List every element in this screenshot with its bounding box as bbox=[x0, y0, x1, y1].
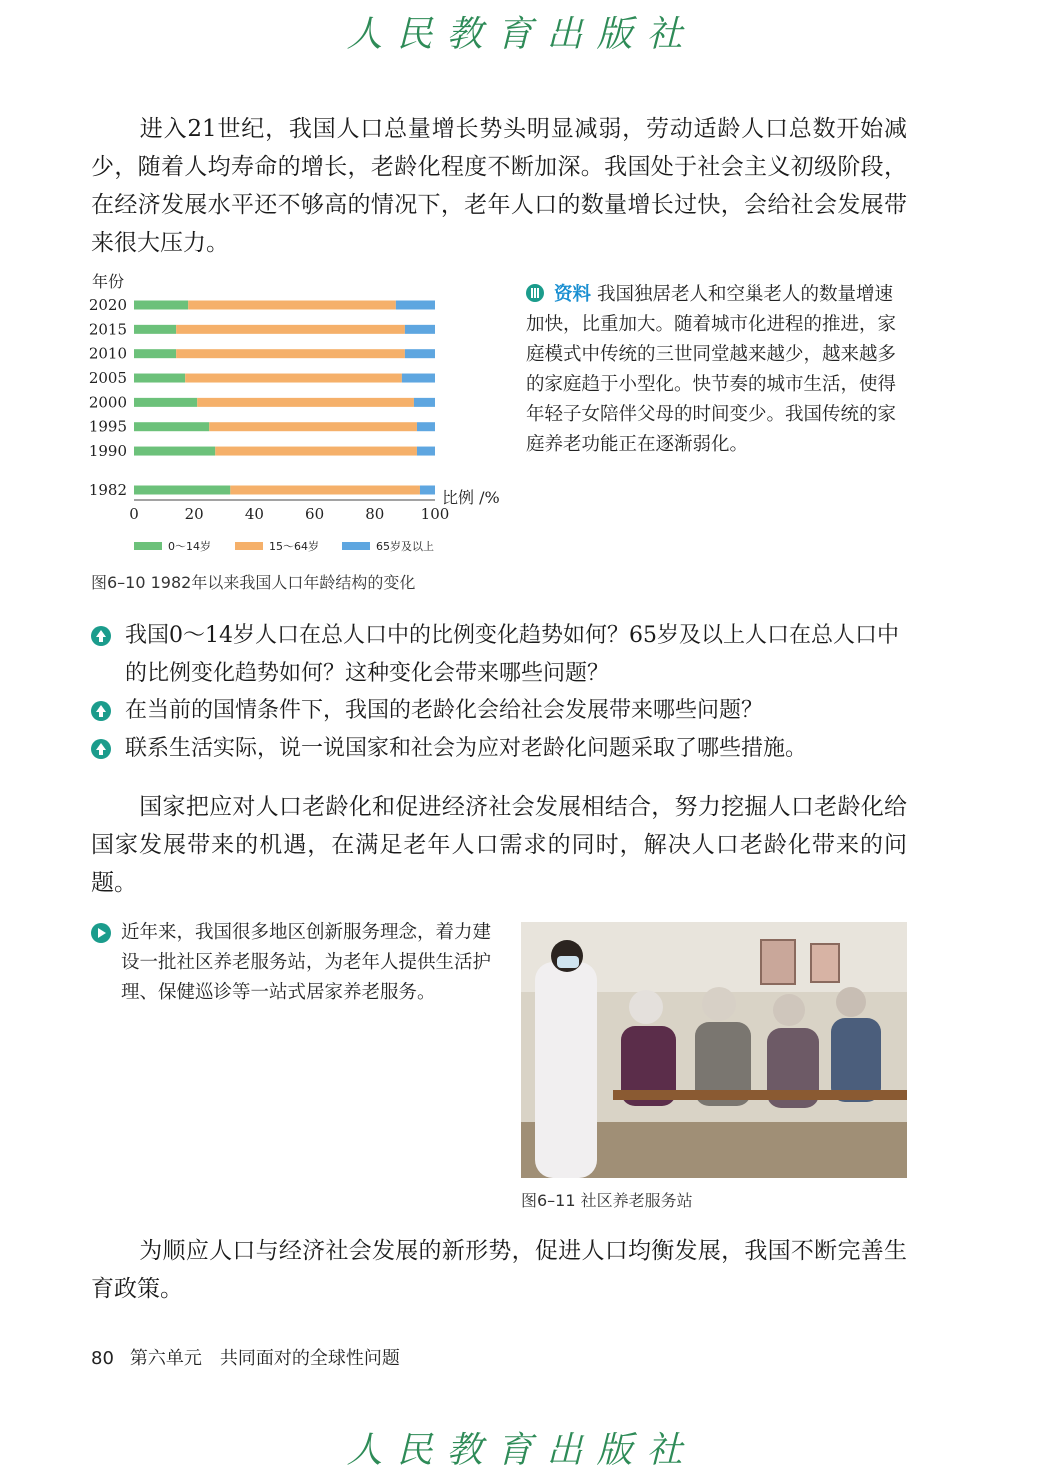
bar-segment bbox=[134, 349, 176, 358]
question-arrow-icon bbox=[91, 701, 111, 721]
bar-segment bbox=[176, 349, 405, 358]
bar-segment bbox=[414, 398, 435, 407]
bar-segment bbox=[230, 486, 420, 495]
question-arrow-icon bbox=[91, 739, 111, 759]
bar-segment bbox=[188, 301, 396, 310]
bar-segment bbox=[417, 422, 435, 431]
y-tick-label: 2020 bbox=[88, 296, 127, 314]
bar-segment bbox=[134, 374, 185, 383]
paragraph-fertility-policy bbox=[91, 1232, 907, 1308]
bar-segment bbox=[209, 422, 417, 431]
resource-text: 我国独居老人和空巢老人的数量增速加快，比重加大。随着城市化进程的推进，家庭模式中传统的三世同堂越来越少，越来越多的家庭趋于小型化。快节奏的城市生活，使得年轻子女陪伴父母的时间变少。我国传统的家庭养老功能正在逐渐弱化。 bbox=[526, 284, 897, 455]
x-tick-label: 40 bbox=[244, 505, 264, 523]
legend-label: 15～64岁 bbox=[269, 540, 319, 553]
paragraph-text: 国家把应对人口老龄化和促进经济社会发展相结合，努力挖掘人口老龄化给国家发展带来的机遇，在满足老年人口需求的同时，解决人口老龄化带来的问题。 bbox=[91, 794, 907, 896]
publisher-logo-header: 人民教育出版社 bbox=[346, 14, 697, 55]
unit-title: 第六单元 共同面对的全球性问题 bbox=[129, 1348, 400, 1369]
age-structure-chart bbox=[80, 268, 520, 558]
question-1 bbox=[91, 617, 911, 693]
x-tick-label: 60 bbox=[305, 505, 325, 523]
x-axis-ticks bbox=[129, 505, 449, 523]
y-tick-label: 2015 bbox=[88, 320, 127, 339]
question-3 bbox=[91, 730, 911, 768]
page-footer bbox=[91, 1344, 400, 1370]
publisher-logo-footer: 人民教育出版社 bbox=[346, 1430, 697, 1471]
resource-box bbox=[526, 280, 910, 460]
x-tick-label: 0 bbox=[129, 505, 139, 523]
bar-segment bbox=[134, 301, 188, 310]
legend-label: 65岁及以上 bbox=[376, 540, 434, 553]
bar-segment bbox=[405, 349, 435, 358]
question-text: 我国0～14岁人口在总人口中的比例变化趋势如何？65岁及以上人口在总人口中的比例变化趋势如何？这种变化会带来哪些问题？ bbox=[125, 623, 899, 686]
bar-segment bbox=[396, 301, 435, 310]
x-tick-label: 80 bbox=[365, 505, 385, 523]
bar-segment bbox=[134, 398, 197, 407]
y-tick-label: 2005 bbox=[88, 369, 127, 388]
x-tick-label: 100 bbox=[420, 505, 450, 523]
bar-segment bbox=[405, 325, 435, 334]
legend-swatch bbox=[235, 542, 263, 550]
legend-label: 0～14岁 bbox=[168, 540, 211, 553]
bar-segment bbox=[134, 422, 209, 431]
y-tick-label: 1995 bbox=[88, 417, 127, 436]
y-tick-label: 2010 bbox=[88, 344, 127, 363]
bar-segment bbox=[215, 447, 417, 456]
question-2 bbox=[91, 692, 911, 730]
chart-legend bbox=[134, 539, 434, 553]
community-elderly-care-photo bbox=[521, 922, 907, 1178]
paragraph-text: 为顺应人口与经济社会发展的新形势，促进人口均衡发展，我国不断完善生育政策。 bbox=[91, 1238, 907, 1302]
question-text: 联系生活实际，说一说国家和社会为应对老龄化问题采取了哪些措施。 bbox=[125, 736, 808, 761]
bar-segment bbox=[417, 447, 435, 456]
y-tick-label: 2000 bbox=[88, 393, 127, 412]
photo-note bbox=[91, 918, 501, 1008]
legend-swatch bbox=[342, 542, 370, 550]
photo-note-text: 近年来，我国很多地区创新服务理念，着力建设一批社区养老服务站，为老年人提供生活护理、保健巡诊等一站式居家养老服务。 bbox=[121, 922, 492, 1003]
legend-swatch bbox=[134, 542, 162, 550]
page-number: 80 bbox=[91, 1348, 114, 1369]
bar-segment bbox=[134, 486, 230, 495]
x-axis-label: 比例 /% bbox=[442, 488, 500, 507]
bar-segment bbox=[402, 374, 435, 383]
chart-bars bbox=[89, 296, 435, 499]
play-icon bbox=[91, 923, 111, 943]
x-tick-label: 20 bbox=[184, 505, 204, 523]
resource-label: 资料 bbox=[554, 284, 592, 305]
paragraph-aging-response bbox=[91, 788, 907, 902]
bar-segment bbox=[176, 325, 405, 334]
question-arrow-icon bbox=[91, 626, 111, 646]
bar-segment bbox=[185, 374, 402, 383]
bar-segment bbox=[197, 398, 414, 407]
y-tick-label: 1990 bbox=[88, 442, 127, 461]
paragraph-text: 进入21世纪，我国人口总量增长势头明显减弱，劳动适龄人口总数开始减少，随着人均寿命的增长，老龄化程度不断加深。我国处于社会主义初级阶段，在经济发展水平还不够高的情况下，老年人口的数量增长过快，会给社会发展带来很大压力。 bbox=[91, 116, 907, 256]
figure-caption-6-10: 图6–10 1982年以来我国人口年龄结构的变化 bbox=[91, 573, 416, 592]
bar-segment bbox=[134, 447, 215, 456]
resource-icon bbox=[526, 284, 544, 302]
paragraph-aging-intro bbox=[91, 110, 907, 262]
bar-segment bbox=[420, 486, 435, 495]
question-text: 在当前的国情条件下，我国的老龄化会给社会发展带来哪些问题？ bbox=[125, 698, 764, 723]
y-tick-label: 1982 bbox=[88, 481, 127, 499]
bar-segment bbox=[134, 325, 176, 334]
figure-caption-6-11: 图6–11 社区养老服务站 bbox=[521, 1191, 693, 1210]
y-axis-label: 年份 bbox=[92, 272, 125, 291]
